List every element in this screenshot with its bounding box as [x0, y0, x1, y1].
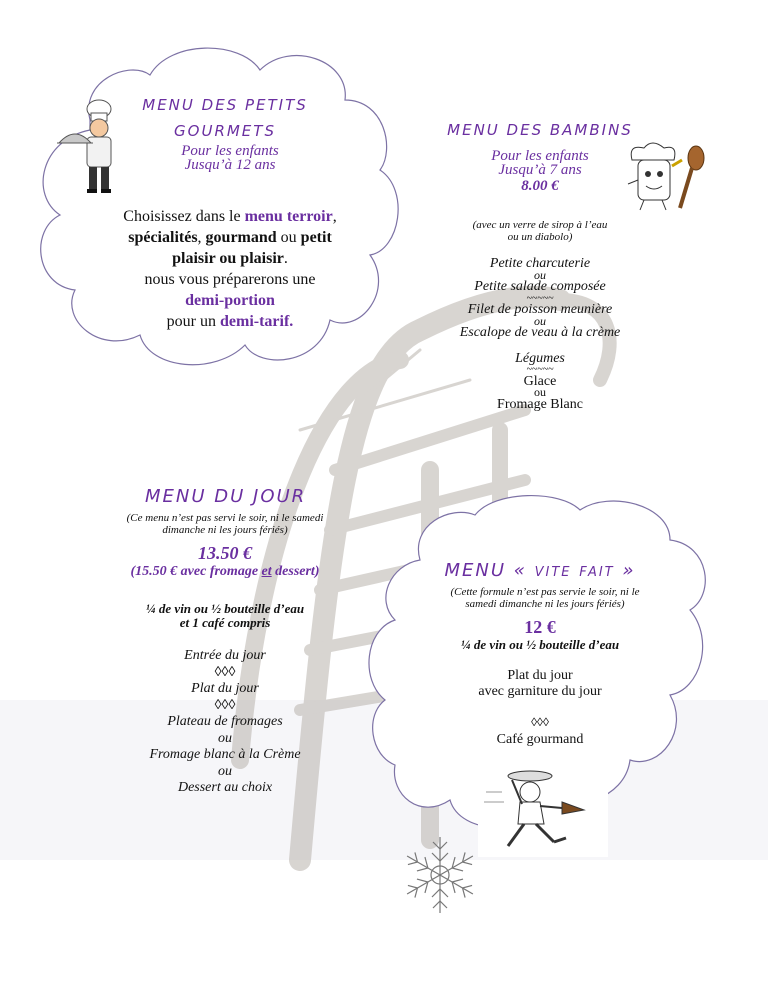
bambins-price: 8.00 € [521, 178, 559, 194]
separator: ◊◊◊ [214, 664, 236, 680]
bambins-menu-items [440, 258, 640, 410]
vite-fait-price: 12 € [524, 617, 556, 637]
bambins-note: (avec un verre de sirop à l’eau ou un diabolo) [472, 219, 608, 243]
list-item: Légumes [515, 350, 565, 366]
list-item: Fromage blanc à la Crème [149, 747, 301, 762]
petits-gourmets-title: MENU DES PETITS GOURMETS [142, 96, 308, 140]
vite-fait-note: (Cette formule n’est pas servie le soir, ni le samedi dimanche ni les jours fériés) [450, 586, 640, 610]
list-item: Dessert au choix [177, 780, 273, 795]
separator: ◊◊◊ [214, 697, 236, 713]
list-item: ou [534, 267, 546, 282]
list-item: Entrée du jour [184, 648, 266, 663]
vite-fait-main-dish: Plat du jour avec garniture du jour [478, 668, 602, 699]
chef-illustration [55, 95, 125, 200]
list-item: Escalope de veau à la crème [459, 325, 621, 340]
petits-gourmets-subtitle: Pour les enfants Jusqu’à 12 ans [181, 143, 279, 173]
list-item: ou [534, 385, 546, 399]
vite-fait-cafe: Café gourmand [496, 732, 584, 747]
jour-price-alt: (15.50 € avec fromage et dessert) [130, 564, 320, 579]
jour-wine: ¼ de vin ou ½ bouteille d’eau et 1 café compris [145, 601, 305, 630]
list-item: ou [218, 763, 232, 779]
running-waiter-illustration [478, 762, 608, 857]
vite-fait-wine: ¼ de vin ou ½ bouteille d’eau [460, 637, 620, 652]
jour-note: (Ce menu n’est pas servi le soir, ni le samedi dimanche ni les jours fériés) [126, 512, 324, 536]
separator: ◊◊◊ [531, 715, 549, 729]
list-item: Petite charcuterie [489, 256, 591, 271]
list-item: Fromage Blanc [497, 396, 583, 412]
list-item: Petite salade composée [474, 279, 606, 294]
separator: ~~~~~ [526, 364, 554, 375]
vite-fait-title: MENU « vite fait » [444, 560, 636, 581]
bambins-subtitle: Pour les enfants Jusqu’à 7 ans [491, 148, 589, 178]
jour-price: 13.50 € [198, 543, 252, 563]
bambins-title: MENU DES BAMBINS [447, 121, 633, 139]
jour-menu-items [110, 648, 340, 797]
list-item: Plat du jour [191, 681, 259, 696]
jour-title: MENU DU JOUR [145, 486, 307, 507]
separator: ~~~~~ [526, 292, 554, 304]
list-item: Plateau de fromages [167, 714, 283, 729]
list-item: Glace [523, 373, 557, 389]
list-item: Filet de poisson meunière [467, 302, 613, 317]
petits-gourmets-description: Choisissez dans le menu terroir, spécialités, gourmand ou petit plaisir ou plaisir. nous vous préparerons une demi-portion pour un demi-tarif. [123, 208, 337, 330]
list-item: ou [218, 730, 232, 746]
list-item: ou [534, 313, 546, 328]
cook-doodle [622, 140, 712, 215]
